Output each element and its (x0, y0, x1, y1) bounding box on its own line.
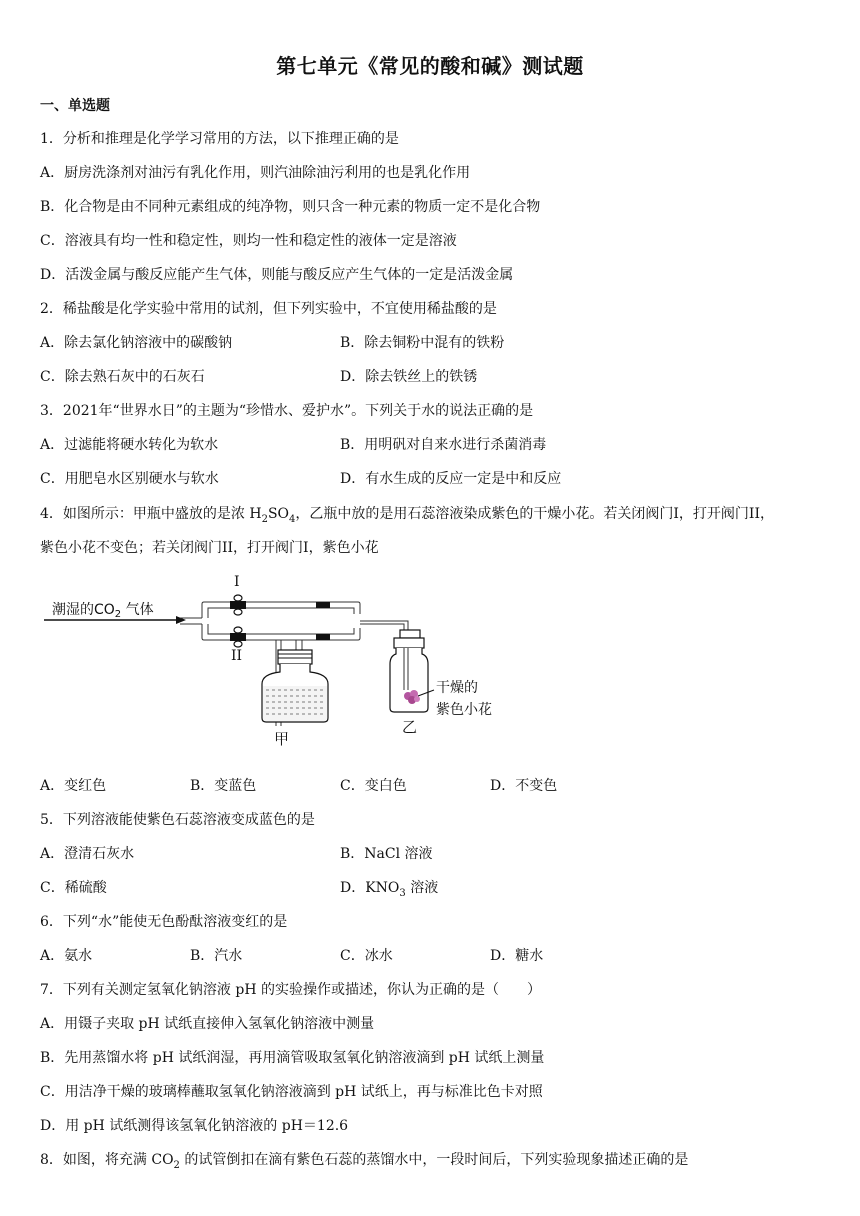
question-4-stem-line-2: 紫色小花不变色；若关闭阀门II，打开阀门I，紫色小花 (40, 540, 379, 556)
question-6-option-b[interactable]: B．汽水 (190, 948, 243, 964)
valve-1-label: I (234, 574, 240, 590)
question-6-option-c[interactable]: C．冰水 (340, 948, 393, 964)
question-7-stem: 7．下列有关测定氢氧化钠溶液 pH 的实验操作或描述，你认为正确的是（ ） (40, 982, 541, 998)
question-2-option-b[interactable]: B．除去铜粉中混有的铁粉 (340, 335, 505, 351)
section-heading: 一、单选题 (40, 98, 110, 114)
question-3-option-a[interactable]: A．过滤能将硬水转化为软水 (40, 437, 219, 453)
question-5-stem: 5．下列溶液能使紫色石蕊溶液变成蓝色的是 (40, 812, 315, 828)
question-6-stem: 6．下列“水”能使无色酚酞溶液变红的是 (40, 914, 288, 930)
bottle-jia-stopper (278, 650, 312, 664)
question-3-options-row-2 (40, 468, 820, 488)
gas-arrow-head (176, 616, 186, 624)
question-6-options-row (40, 945, 820, 965)
question-4-option-a[interactable]: A．变红色 (40, 778, 107, 794)
question-1-option-d[interactable]: D．活泼金属与酸反应能产生气体，则能与酸反应产生气体的一定是活泼金属 (40, 267, 514, 283)
question-1-option-a[interactable]: A．厨房洗涤剂对油污有乳化作用，则汽油除油污利用的也是乳化作用 (40, 165, 471, 181)
question-3-option-b[interactable]: B．用明矾对自来水进行杀菌消毒 (340, 437, 547, 453)
question-5-options-row-1 (40, 843, 820, 863)
page-title: 第七单元《常见的酸和碱》测试题 (276, 54, 584, 78)
question-4-option-d[interactable]: D．不变色 (490, 778, 558, 794)
question-7-option-b[interactable]: B．先用蒸馏水将 pH 试纸润湿，再用滴管吸取氢氧化钠溶液滴到 pH 试纸上测量 (40, 1050, 545, 1066)
question-1-option-c[interactable]: C．溶液具有均一性和稳定性，则均一性和稳定性的液体一定是溶液 (40, 233, 457, 249)
question-7-option-c[interactable]: C．用洁净干燥的玻璃棒蘸取氢氧化钠溶液滴到 pH 试纸上，再与标准比色卡对照 (40, 1084, 543, 1100)
question-5-options-row-2 (40, 877, 820, 897)
question-7-option-d[interactable]: D．用 pH 试纸测得该氢氧化钠溶液的 pH＝12.6 (40, 1118, 349, 1134)
question-4-stem-line-1: 4．如图所示：甲瓶中盛放的是浓 $H_2SO_4$，乙瓶中放的是用石蕊溶液染成紫色的干燥小花。若关闭阀门I，打开阀门II， (40, 506, 774, 525)
flower-label-line-2: 紫色小花 (436, 702, 492, 718)
question-8-stem: 8．如图，将充满 $CO_2$ 的试管倒扣在滴有紫色石蕊的蒸馏水中，一段时间后，下列实验现象描述正确的是 (40, 1152, 689, 1171)
question-5-option-b[interactable]: B．NaCl 溶液 (340, 846, 433, 862)
question-1-option-b[interactable]: B．化合物是由不同种元素组成的纯净物，则只含一种元素的物质一定不是化合物 (40, 199, 541, 215)
question-3-stem: 3．2021年“世界水日”的主题为“珍惜水、爱护水”。下列关于水的说法正确的是 (40, 403, 534, 419)
question-4-option-b[interactable]: B．变蓝色 (190, 778, 257, 794)
question-5-option-c[interactable]: C．稀硫酸 (40, 880, 107, 896)
question-6-option-d[interactable]: D．糖水 (490, 948, 544, 964)
question-4-options-row (40, 775, 820, 795)
question-3-options-row-1 (40, 434, 820, 454)
question-5-option-d[interactable]: D．$KNO_3$ 溶液 (340, 880, 439, 899)
question-2-option-d[interactable]: D．除去铁丝上的铁锈 (340, 369, 478, 385)
bottle-yi-stopper (394, 638, 424, 648)
question-5-option-a[interactable]: A．澄清石灰水 (40, 846, 135, 862)
valve-2-label: II (231, 648, 243, 664)
valve-1-clamp[interactable] (230, 601, 246, 609)
question-4-figure (40, 568, 540, 758)
question-7-option-a[interactable]: A．用镊子夹取 pH 试纸直接伸入氢氧化钠溶液中测量 (40, 1016, 375, 1032)
question-2-option-c[interactable]: C．除去熟石灰中的石灰石 (40, 369, 205, 385)
question-2-stem: 2．稀盐酸是化学实验中常用的试剂，但下列实验中，不宜使用稀盐酸的是 (40, 301, 497, 317)
question-3-option-d[interactable]: D．有水生成的反应一定是中和反应 (340, 471, 562, 487)
valve-2-clamp[interactable] (230, 633, 246, 641)
question-6-option-a[interactable]: A．氨水 (40, 948, 93, 964)
question-1-stem: 1．分析和推理是化学学习常用的方法，以下推理正确的是 (40, 131, 399, 147)
question-2-option-a[interactable]: A．除去氯化钠溶液中的碳酸钠 (40, 335, 233, 351)
question-3-option-c[interactable]: C．用肥皂水区别硬水与软水 (40, 471, 219, 487)
apparatus-diagram (40, 568, 540, 758)
bottle-yi-label: 乙 (402, 718, 418, 736)
gas-label: 潮湿的$CO_2$ 气体 (52, 602, 154, 620)
bottle-jia-label: 甲 (274, 730, 290, 748)
question-2-options-row-2 (40, 366, 820, 386)
question-4-option-c[interactable]: C．变白色 (340, 778, 407, 794)
question-2-options-row-1 (40, 332, 820, 352)
flower-label-line-1: 干燥的 (436, 680, 478, 696)
